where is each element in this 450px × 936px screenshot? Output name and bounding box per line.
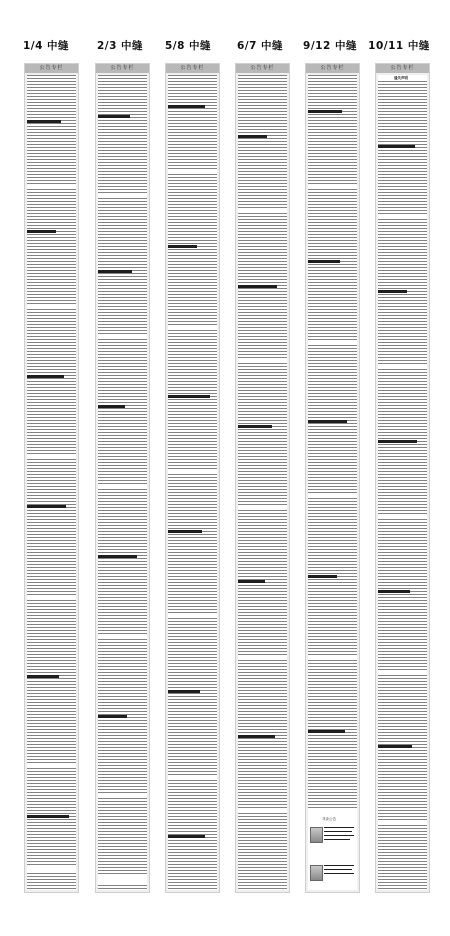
person-photo xyxy=(310,865,323,881)
notice-text xyxy=(324,873,354,874)
bold-heading xyxy=(168,835,205,838)
column-title-10-11: 10/11 中缝 xyxy=(368,40,430,52)
paragraph-gap xyxy=(27,765,76,768)
paragraph-gap xyxy=(378,670,427,673)
announcement-strip-9-12 xyxy=(305,63,360,893)
notice-text xyxy=(324,865,354,866)
strip-text-body xyxy=(27,75,76,890)
paragraph-gap xyxy=(378,215,427,218)
notice-text xyxy=(324,839,350,840)
bold-heading xyxy=(27,120,61,123)
bold-heading xyxy=(378,745,412,748)
strip-text-body xyxy=(98,75,147,890)
announcement-strip-5-8 xyxy=(165,63,220,893)
strip-header: 公告专栏 xyxy=(376,64,429,73)
strip-text-body xyxy=(168,75,217,890)
bold-heading xyxy=(308,730,345,733)
bold-heading xyxy=(378,145,415,148)
bold-heading xyxy=(238,735,275,738)
section-title: 遗失声明 xyxy=(394,76,408,80)
bold-heading xyxy=(378,440,417,443)
announcement-strip-6-7 xyxy=(235,63,290,893)
strip-header: 公告专栏 xyxy=(166,64,219,73)
text-lines xyxy=(378,75,427,890)
bold-heading xyxy=(238,285,277,288)
paragraph-gap xyxy=(378,820,427,823)
text-lines xyxy=(168,75,217,890)
paragraph-gap xyxy=(168,615,217,618)
bold-heading xyxy=(308,110,342,113)
bold-heading xyxy=(168,105,205,108)
bold-heading xyxy=(168,395,210,398)
bold-heading xyxy=(308,575,337,578)
bold-heading xyxy=(98,115,130,118)
column-title-2-3: 2/3 中缝 xyxy=(96,40,144,52)
bold-heading xyxy=(98,715,127,718)
blank-space xyxy=(98,875,147,885)
strip-text-body xyxy=(378,75,427,890)
paragraph-gap xyxy=(98,795,147,798)
strip-text-body xyxy=(308,75,357,890)
strip-header: 公告专栏 xyxy=(96,64,149,73)
notice-text xyxy=(324,831,352,832)
notice-text xyxy=(324,835,354,836)
paragraph-gap xyxy=(27,595,76,598)
paragraph-gap xyxy=(98,335,147,338)
notice-text xyxy=(324,869,352,870)
blank-space xyxy=(27,865,76,873)
bold-heading xyxy=(98,270,132,273)
paragraph-gap xyxy=(27,455,76,458)
bold-heading xyxy=(238,580,265,583)
paragraph-gap xyxy=(238,810,287,813)
strip-header: 公告专栏 xyxy=(25,64,78,73)
paragraph-gap xyxy=(168,325,217,328)
person-photo xyxy=(310,827,323,843)
text-lines xyxy=(308,75,357,890)
paragraph-gap xyxy=(168,470,217,473)
paragraph-gap xyxy=(308,495,357,498)
announcement-strip-2-3 xyxy=(95,63,150,893)
bold-heading xyxy=(378,590,410,593)
bold-heading xyxy=(168,530,202,533)
paragraph-gap xyxy=(238,210,287,213)
bold-heading xyxy=(27,815,69,818)
text-lines xyxy=(238,75,287,890)
column-title-5-8: 5/8 中缝 xyxy=(164,40,212,52)
strip-header: 公告专栏 xyxy=(236,64,289,73)
paragraph-gap xyxy=(168,170,217,173)
bold-heading xyxy=(98,555,137,558)
paragraph-gap xyxy=(98,635,147,638)
photo-notice-caption: 寻亲公告 xyxy=(322,817,336,821)
bold-heading xyxy=(27,230,56,233)
paragraph-gap xyxy=(27,305,76,308)
bold-heading xyxy=(27,375,64,378)
bold-heading xyxy=(27,675,59,678)
paragraph-gap xyxy=(238,655,287,658)
paragraph-gap xyxy=(308,185,357,188)
bold-heading xyxy=(98,405,125,408)
bold-heading xyxy=(378,290,407,293)
paragraph-gap xyxy=(308,340,357,343)
column-title-9-12: 9/12 中缝 xyxy=(303,40,357,52)
paragraph-gap xyxy=(98,485,147,488)
paragraph-gap xyxy=(98,195,147,198)
paragraph-gap xyxy=(378,365,427,368)
paragraph-gap xyxy=(168,775,217,778)
bold-heading xyxy=(238,425,272,428)
announcement-strip-1-4 xyxy=(24,63,79,893)
bold-heading xyxy=(308,420,347,423)
paragraph-gap xyxy=(238,360,287,363)
paragraph-gap xyxy=(238,505,287,508)
paragraph-gap xyxy=(27,185,76,188)
column-title-6-7: 6/7 中缝 xyxy=(236,40,284,52)
bold-heading xyxy=(168,245,197,248)
strip-header: 公告专栏 xyxy=(306,64,359,73)
notice-text xyxy=(324,827,354,828)
paragraph-gap xyxy=(378,515,427,518)
bold-heading xyxy=(308,260,340,263)
bold-heading xyxy=(27,505,66,508)
column-title-1-4: 1/4 中缝 xyxy=(22,40,70,52)
announcement-strip-10-11 xyxy=(375,63,430,893)
bold-heading xyxy=(168,690,200,693)
strip-text-body xyxy=(238,75,287,890)
paragraph-gap xyxy=(308,655,357,658)
bold-heading xyxy=(238,135,267,138)
